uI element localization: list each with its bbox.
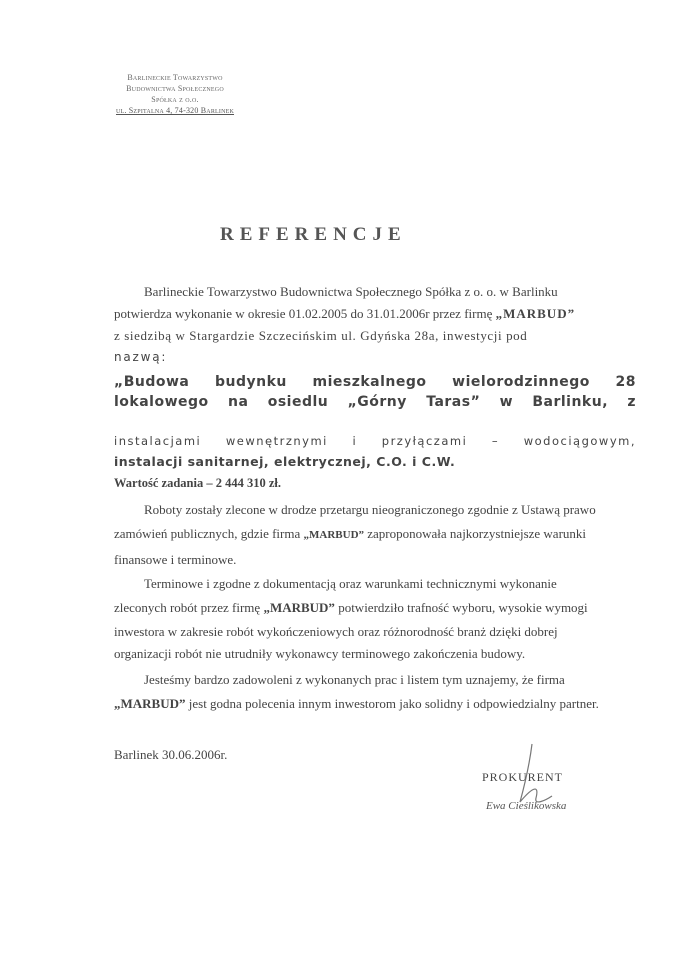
- stamp-line-3: Spółka z o.o.: [151, 95, 199, 104]
- para1-line-2: [114, 306, 634, 322]
- para1-line-4: nazwą:: [114, 350, 168, 364]
- stamp-address: ul. Szpitalna 4, 74-320 Barlinek: [115, 106, 235, 115]
- para2-text-a: zamówień publicznych, gdzie firma: [114, 526, 301, 541]
- investment-line-3: instalacjami wewnętrznymi i przyłączami – wodociągowym,: [114, 434, 636, 448]
- stamp-line-2: Budownictwa Społecznego: [126, 84, 224, 93]
- signatory-name: Ewa Cieślikowska: [486, 800, 567, 812]
- investment-title: [114, 372, 636, 412]
- para2-text-c: zaproponowała najkorzystniejsze warunki: [367, 526, 587, 541]
- para1-text: potwierdza wykonanie w okresie 01.02.2005 do 31.01.2006r przez firmę: [114, 306, 493, 321]
- company-name: „MARBUD”: [114, 696, 186, 711]
- para3-line-3: inwestora w zakresie robót wykończeniowych oraz różnorodność branż dzięki dobrej: [114, 624, 558, 639]
- para4-line-2: [114, 696, 634, 712]
- para2-line-1: Roboty zostały zlecone w drodze przetargu nieograniczonego zgodnie z Ustawą prawo: [144, 502, 596, 517]
- para3-line-4: organizacji robót nie utrudniły wykonawcy terminowego zakończenia budowy.: [114, 646, 526, 661]
- para3-line-2: [114, 600, 634, 616]
- para2-line-2: [114, 526, 634, 542]
- investment-line-1: „Budowa budynku mieszkalnego wielorodzinnego 28: [114, 374, 636, 390]
- company-name: „MARBUD”: [303, 529, 365, 541]
- para4-text-b: jest godna polecenia innym inwestorom jako solidny i odpowiedzialny partner.: [188, 696, 599, 711]
- signatory-role: PROKURENT: [482, 770, 564, 784]
- para1-line-1: Barlineckie Towarzystwo Budownictwa Społecznego Spółka z o. o. w Barlinku: [144, 284, 558, 299]
- para1-line-3: z siedzibą w Stargardzie Szczecińskim ul. Gdyńska 28a, inwestycji pod: [114, 328, 528, 343]
- document-title: REFERENCJE: [220, 224, 407, 245]
- company-stamp: [100, 72, 250, 116]
- stamp-line-1: Barlineckie Towarzystwo: [127, 73, 223, 82]
- investment-line-4: instalacji sanitarnej, elektrycznej, C.O. i C.W.: [114, 454, 456, 469]
- para3-line-1: Terminowe i zgodne z dokumentacją oraz warunkami technicznymi wykonanie: [144, 576, 557, 591]
- para2-line-3: finansowe i terminowe.: [114, 552, 237, 567]
- para4-line-1: Jesteśmy bardzo zadowoleni z wykonanych prac i listem tym uznajemy, że firma: [144, 672, 565, 687]
- para3-text-a: zleconych robót przez firmę: [114, 600, 261, 615]
- company-name: „MARBUD”: [495, 306, 576, 321]
- company-name: „MARBUD”: [263, 600, 335, 615]
- para3-text-c: potwierdziło trafność wyboru, wysokie wymogi: [338, 600, 588, 615]
- letter-date: Barlinek 30.06.2006r.: [114, 747, 228, 762]
- investment-line-2: lokalowego na osiedlu „Górny Taras” w Barlinku, z: [114, 394, 636, 410]
- task-value: Wartość zadania – 2 444 310 zł.: [114, 476, 282, 490]
